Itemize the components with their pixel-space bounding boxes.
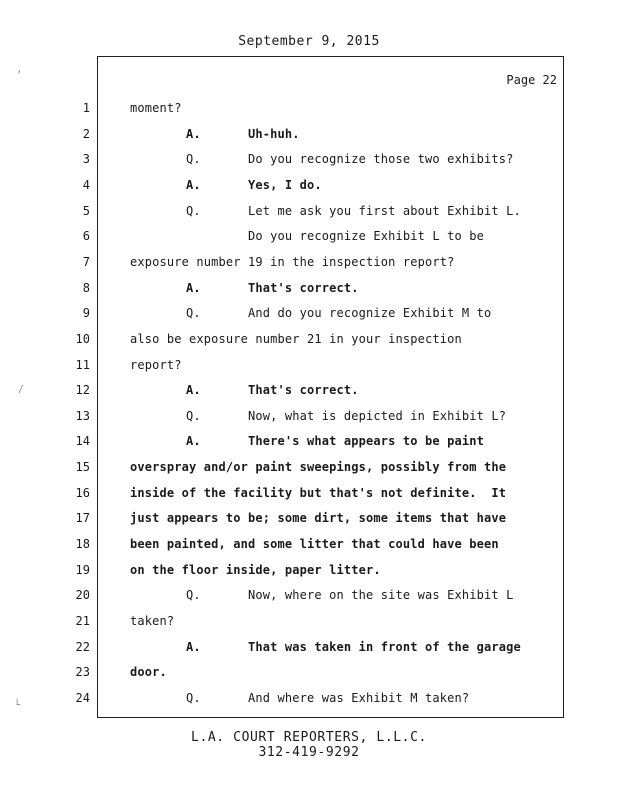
speaker-label: Q.	[186, 306, 201, 320]
line-text: overspray and/or paint sweepings, possibly from the	[130, 460, 507, 474]
line-number: 20	[75, 588, 90, 602]
line-text: Now, what is depicted in Exhibit L?	[248, 409, 507, 423]
line-text: inside of the facility but that's not definite. It	[130, 486, 507, 500]
line-text: Do you recognize Exhibit L to be	[248, 229, 484, 243]
line-text: That was taken in front of the garage	[248, 640, 521, 654]
line-text: And do you recognize Exhibit M to	[248, 306, 492, 320]
speaker-label: A.	[186, 383, 201, 397]
line-text: just appears to be; some dirt, some items that have	[130, 511, 507, 525]
line-text: report?	[130, 358, 182, 372]
line-text: Uh-huh.	[248, 127, 300, 141]
line-number: 4	[82, 178, 90, 192]
line-number: 16	[75, 486, 90, 500]
line-text: Let me ask you first about Exhibit L.	[248, 204, 521, 218]
line-text: moment?	[130, 101, 182, 115]
line-text: And where was Exhibit M taken?	[248, 691, 470, 705]
speaker-label: Q.	[186, 588, 201, 602]
speaker-label: A.	[186, 178, 201, 192]
footer-company: L.A. COURT REPORTERS, L.L.C.	[191, 730, 427, 745]
line-number: 11	[75, 358, 90, 372]
line-number: 24	[75, 691, 90, 705]
footer-phone: 312-419-9292	[258, 745, 360, 760]
line-text: door.	[130, 665, 167, 679]
speaker-label: A.	[186, 640, 201, 654]
speaker-label: A.	[186, 281, 201, 295]
page-label: Page 22	[506, 73, 557, 87]
line-number: 9	[82, 306, 90, 320]
line-number: 14	[75, 434, 90, 448]
line-number: 10	[75, 332, 90, 346]
scan-mark: ’	[16, 70, 23, 81]
line-text: There's what appears to be paint	[248, 434, 484, 448]
line-number: 12	[75, 383, 90, 397]
line-number: 21	[75, 614, 90, 628]
line-number: 6	[82, 229, 90, 243]
line-number: 1	[82, 101, 90, 115]
line-text: also be exposure number 21 in your inspection	[130, 332, 462, 346]
line-text: exposure number 19 in the inspection report?	[130, 255, 455, 269]
line-number: 2	[82, 127, 90, 141]
scan-mark: └	[14, 700, 21, 711]
line-text: That's correct.	[248, 383, 359, 397]
line-number: 23	[75, 665, 90, 679]
line-number: 18	[75, 537, 90, 551]
scan-mark: /	[18, 384, 25, 395]
speaker-label: Q.	[186, 409, 201, 423]
line-number: 3	[82, 152, 90, 166]
line-number: 13	[75, 409, 90, 423]
speaker-label: A.	[186, 127, 201, 141]
line-number: 7	[82, 255, 90, 269]
line-number: 8	[82, 281, 90, 295]
line-number: 22	[75, 640, 90, 654]
speaker-label: Q.	[186, 204, 201, 218]
line-text: Now, where on the site was Exhibit L	[248, 588, 514, 602]
line-text: That's correct.	[248, 281, 359, 295]
line-number: 15	[75, 460, 90, 474]
line-number: 19	[75, 563, 90, 577]
line-text: Do you recognize those two exhibits?	[248, 152, 514, 166]
line-number: 5	[82, 204, 90, 218]
line-text: Yes, I do.	[248, 178, 322, 192]
speaker-label: Q.	[186, 691, 201, 705]
line-text: on the floor inside, paper litter.	[130, 563, 381, 577]
speaker-label: Q.	[186, 152, 201, 166]
speaker-label: A.	[186, 434, 201, 448]
line-text: been painted, and some litter that could have been	[130, 537, 499, 551]
header-date: September 9, 2015	[238, 34, 380, 49]
line-number: 17	[75, 511, 90, 525]
line-text: taken?	[130, 614, 175, 628]
